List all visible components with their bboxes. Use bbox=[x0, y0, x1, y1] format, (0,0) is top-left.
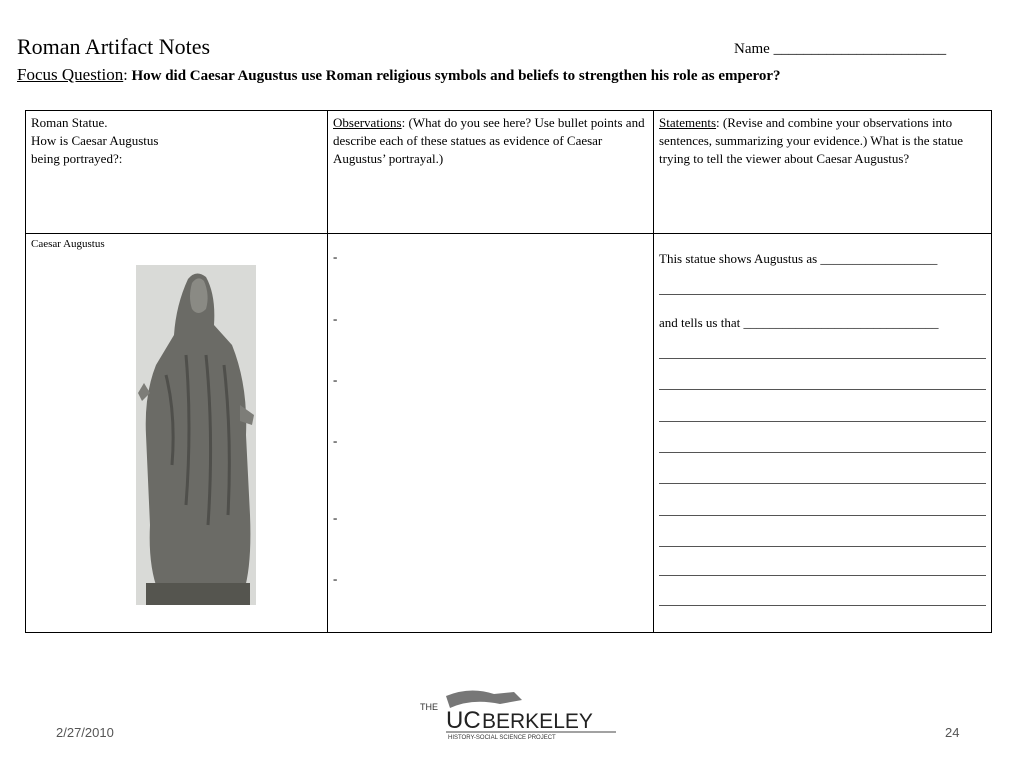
uc-berkeley-logo bbox=[420, 688, 620, 742]
observations-cell[interactable] bbox=[328, 234, 654, 633]
statements-instructions: : (Revise and combine your observations into sentences, summarizing your evidence.) What is the statue trying to tell the viewer about Caesar Augustus? bbox=[659, 115, 964, 166]
name-field[interactable]: Name _______________________ bbox=[734, 41, 947, 57]
statue-header-cell bbox=[26, 111, 328, 234]
header-row bbox=[26, 111, 992, 234]
observation-bullet: - bbox=[333, 249, 338, 264]
blank-line bbox=[659, 575, 986, 577]
logo-subtitle: HISTORY-SOCIAL SCIENCE PROJECT bbox=[448, 735, 556, 741]
statement-line-2: and tells us that ______________________________ bbox=[659, 315, 939, 330]
observations-header-cell bbox=[328, 111, 654, 234]
blank-line bbox=[659, 605, 986, 607]
blank-line bbox=[659, 515, 986, 517]
blank-line bbox=[659, 421, 986, 423]
footer-date: 2/27/2010 bbox=[56, 725, 114, 740]
body-row bbox=[26, 234, 992, 633]
observations-term: Observations bbox=[333, 115, 402, 130]
statements-cell[interactable] bbox=[654, 234, 992, 633]
logo-uc: UC bbox=[446, 707, 481, 734]
statue-cell bbox=[26, 234, 328, 633]
observation-bullet: - bbox=[333, 372, 338, 387]
page-number: 24 bbox=[945, 725, 960, 740]
statue-header-line-3: being portrayed?: bbox=[31, 151, 123, 166]
blank-line bbox=[659, 483, 986, 485]
blank-line bbox=[659, 546, 986, 548]
blank-line bbox=[659, 389, 986, 391]
focus-colon: : bbox=[123, 67, 128, 84]
logo-berkeley: BERKELEY bbox=[482, 710, 593, 733]
statue-header-line-1: Roman Statue. bbox=[31, 115, 108, 130]
augustus-statue-image bbox=[136, 265, 256, 605]
logo-the: THE bbox=[420, 702, 438, 712]
observation-bullet: - bbox=[333, 510, 338, 525]
focus-question bbox=[17, 65, 781, 85]
statements-term: Statements bbox=[659, 115, 717, 130]
statue-header-line-2: How is Caesar Augustus bbox=[31, 133, 159, 148]
statue-caption: Caesar Augustus bbox=[31, 238, 105, 250]
blank-line bbox=[659, 452, 986, 454]
notes-table bbox=[25, 110, 992, 633]
statement-line-1: This statue shows Augustus as __________________ bbox=[659, 251, 938, 266]
observation-bullet: - bbox=[333, 311, 338, 326]
observations-instructions: : (What do you see here? Use bullet points and describe each of these statues as evidence of Caesar Augustus’ portrayal.) bbox=[333, 115, 645, 166]
focus-question-label: Focus Question bbox=[17, 65, 124, 84]
observation-bullet: - bbox=[333, 571, 338, 586]
statements-header-cell bbox=[654, 111, 992, 234]
focus-question-text: How did Caesar Augustus use Roman religious symbols and beliefs to strengthen his role as emperor? bbox=[127, 68, 781, 84]
page-title: Roman Artifact Notes bbox=[17, 34, 211, 59]
blank-line bbox=[659, 358, 986, 360]
blank-line bbox=[659, 294, 986, 296]
observation-bullet: - bbox=[333, 433, 338, 448]
